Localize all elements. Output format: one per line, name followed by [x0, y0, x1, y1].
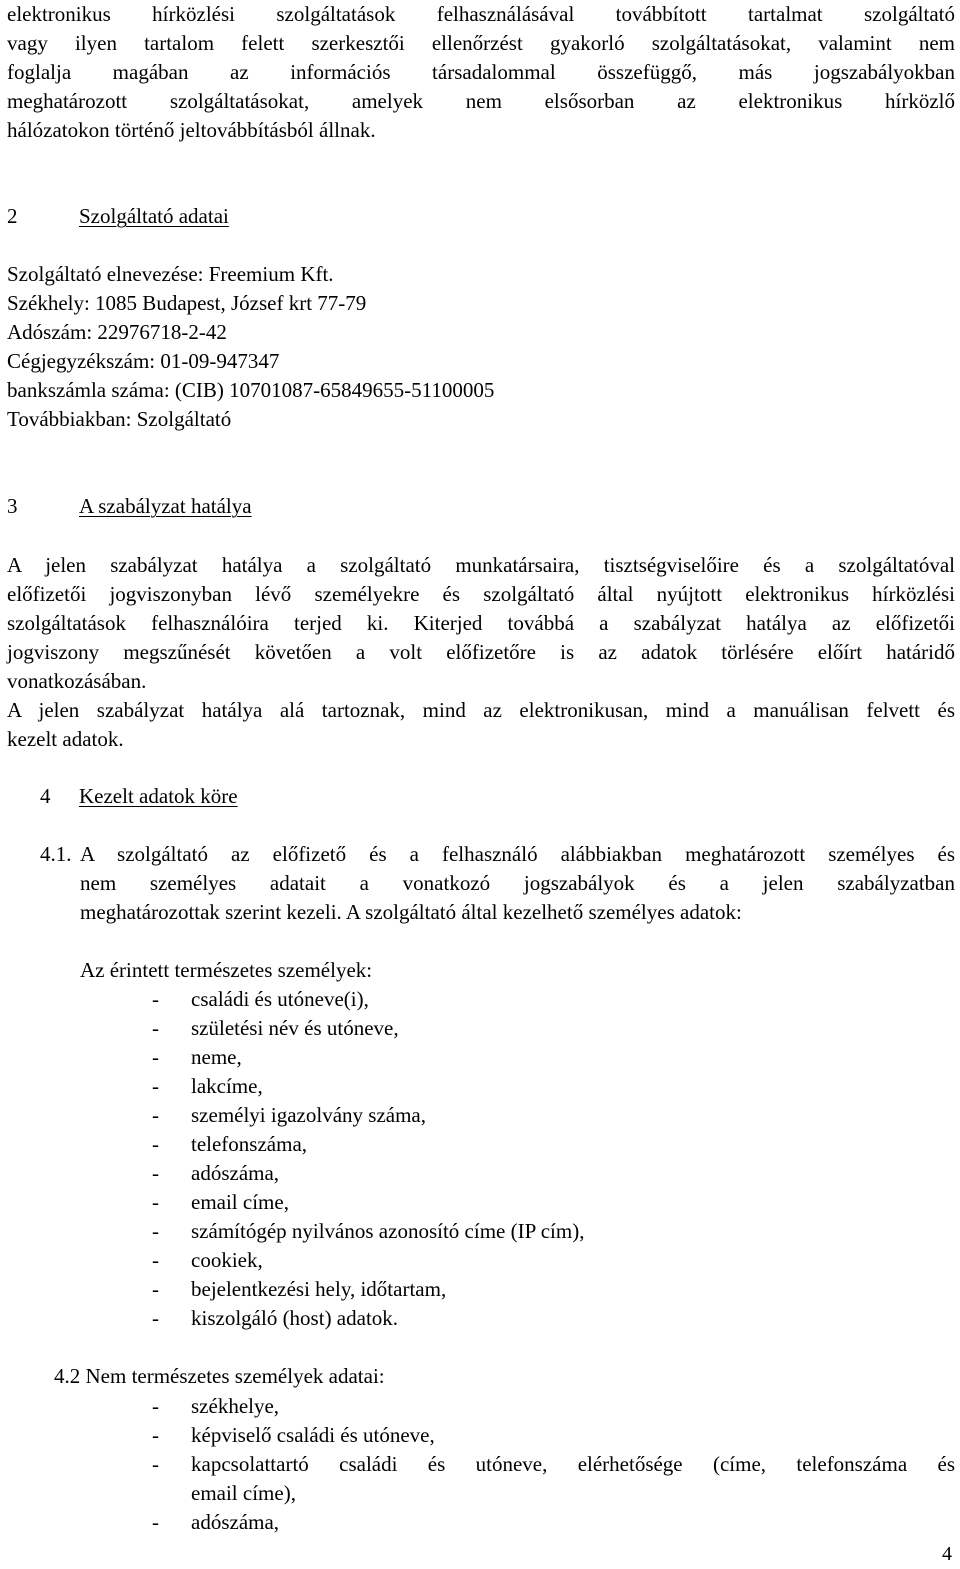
section-title: Kezelt adatok köre — [79, 784, 238, 808]
provider-tax-number: Adószám: 22976718-2-42 — [7, 320, 227, 344]
text-line: meghatározottak szerint kezeli. A szolgáltató által kezelhető személyes adatok: — [80, 900, 742, 924]
text-line: A jelen szabályzat hatálya a szolgáltató munkatársaira, tisztségviselőire és a szolgáltatóval — [7, 553, 955, 577]
list-title: Az érintett természetes személyek: — [80, 958, 373, 982]
text-line: hálózatokon történő jeltovábbításból állnak. — [7, 118, 376, 142]
document-page: elektronikus hírközlési szolgáltatások felhasználásával továbbított tartalmat szolgáltató vagy ilyen tartalom felett szerkesztői ellenőrzést gyakorló szolgáltatásokat, valamint nem foglalja magában az információs társadalommal összefüggő, más jogszabályokban meghatározott szolgáltatásokat, amelyek nem elsősorban az elektronikus hírközlő hálózatokon történő jeltovábbításból állnak. 2 Szolgáltató adatai Szolgáltató elnevezése: Freemium Kft. Székhely: 1085 Budapest, József krt 77-79 Adószám: 22976718-2-42 Cégjegyzékszám: 01-09-947347 bankszámla száma: (CIB) 10701087-65849655-51100005 Továbbiakban: Szolgáltató 3 A szabályzat hatálya A jelen szabályzat hatálya a szolgáltató munkatársaira, tisztségviselőire és a szolgáltatóval előfizetői jogviszonyban lévő személyekre és szolgáltató által nyújtott elektronikus hírközlési szolgáltatások felhasználóira terjed ki. Kiterjed továbbá a szabályzat hatálya az előfizetői jogviszony megszűnését követően a volt előfizetőre is az adatok törlésére előírt határidő vonatkozásában. A jelen szabályzat hatálya alá tartoznak, mind az elektronikusan, mind a manuálisan felvett és kezelt adatok. 4 Kezelt adatok köre 4.1. A szolgáltató az előfizető és a felhasználó alábbiakban meghatározott személyes és nem személyes adatait a vonatkozó jogszabályok és a jelen szabályzatban meghatározottak szerint kezeli. A szolgáltató által kezelhető személyes adatok: Az érintett természetes személyek: - családi és utóneve(i), - születési név és utóneve, - neme, - lakcíme, - személyi igazolvány száma, - telefonszáma, - adószáma, - email címe, - számítógép nyilvános azonosító címe (IP cím), - cookiek, - bejelentkezési hely, időtartam, - kiszolgáló (host) adatok. 4.2 Nem természetes személyek adatai: - székhelye, - képviselő családi és utóneve, - kapcsolattartó családi és utóneve, elérhetősége (címe, telefonszáma és email címe), - adószáma, 4 — [7, 2, 955, 1565]
text-line: szolgáltatások felhasználóira terjed ki. Kiterjed továbbá a szabályzat hatálya az előfizetői — [7, 611, 955, 635]
text-line: meghatározott szolgáltatásokat, amelyek nem elsősorban az elektronikus hírközlő — [7, 89, 955, 113]
provider-address: Székhely: 1085 Budapest, József krt 77-79 — [7, 291, 367, 315]
provider-alias: Továbbiakban: Szolgáltató — [7, 407, 232, 431]
page-number: 4 — [942, 1543, 952, 1565]
provider-company-reg: Cégjegyzékszám: 01-09-947347 — [7, 349, 280, 373]
text-line: nem személyes adatait a vonatkozó jogszabályok és a jelen szabályzatban — [80, 871, 955, 895]
subsection-heading: 4.2 Nem természetes személyek adatai: — [54, 1364, 385, 1388]
provider-name: Szolgáltató elnevezése: Freemium Kft. — [7, 262, 334, 286]
provider-bank-account: bankszámla száma: (CIB) 10701087-65849655-51100005 — [7, 378, 495, 402]
section-number: 4 — [40, 784, 51, 808]
text-line: vagy ilyen tartalom felett szerkesztői ellenőrzést gyakorló szolgáltatásokat, valamint nem — [7, 31, 955, 55]
text-line: A szolgáltató az előfizető és a felhasználó alábbiakban meghatározott személyes és — [80, 842, 955, 866]
text-line: elektronikus hírközlési szolgáltatások felhasználásával továbbított tartalmat szolgáltató — [7, 2, 955, 26]
text-line: jogviszony megszűnését követően a volt előfizetőre is az adatok törlésére előírt határidő — [7, 640, 955, 664]
section-number: 3 — [7, 494, 18, 518]
section-number: 2 — [7, 204, 18, 228]
subsection-number: 4.1. — [40, 842, 72, 866]
text-line: kezelt adatok. — [7, 727, 124, 751]
section-title: Szolgáltató adatai — [79, 204, 229, 228]
text-line: vonatkozásában. — [7, 669, 147, 693]
section-title: A szabályzat hatálya — [79, 494, 252, 518]
text-line: foglalja magában az információs társadalommal összefüggő, más jogszabályokban — [7, 60, 955, 84]
list-item: - kapcsolattartó családi és utóneve, elérhetősége (címe, telefonszáma és — [152, 1452, 955, 1476]
text-line: A jelen szabályzat hatálya alá tartoznak, mind az elektronikusan, mind a manuálisan felvett és — [7, 698, 955, 722]
text-line: előfizetői jogviszonyban lévő személyekre és szolgáltató által nyújtott elektronikus hírközlési — [7, 582, 955, 606]
